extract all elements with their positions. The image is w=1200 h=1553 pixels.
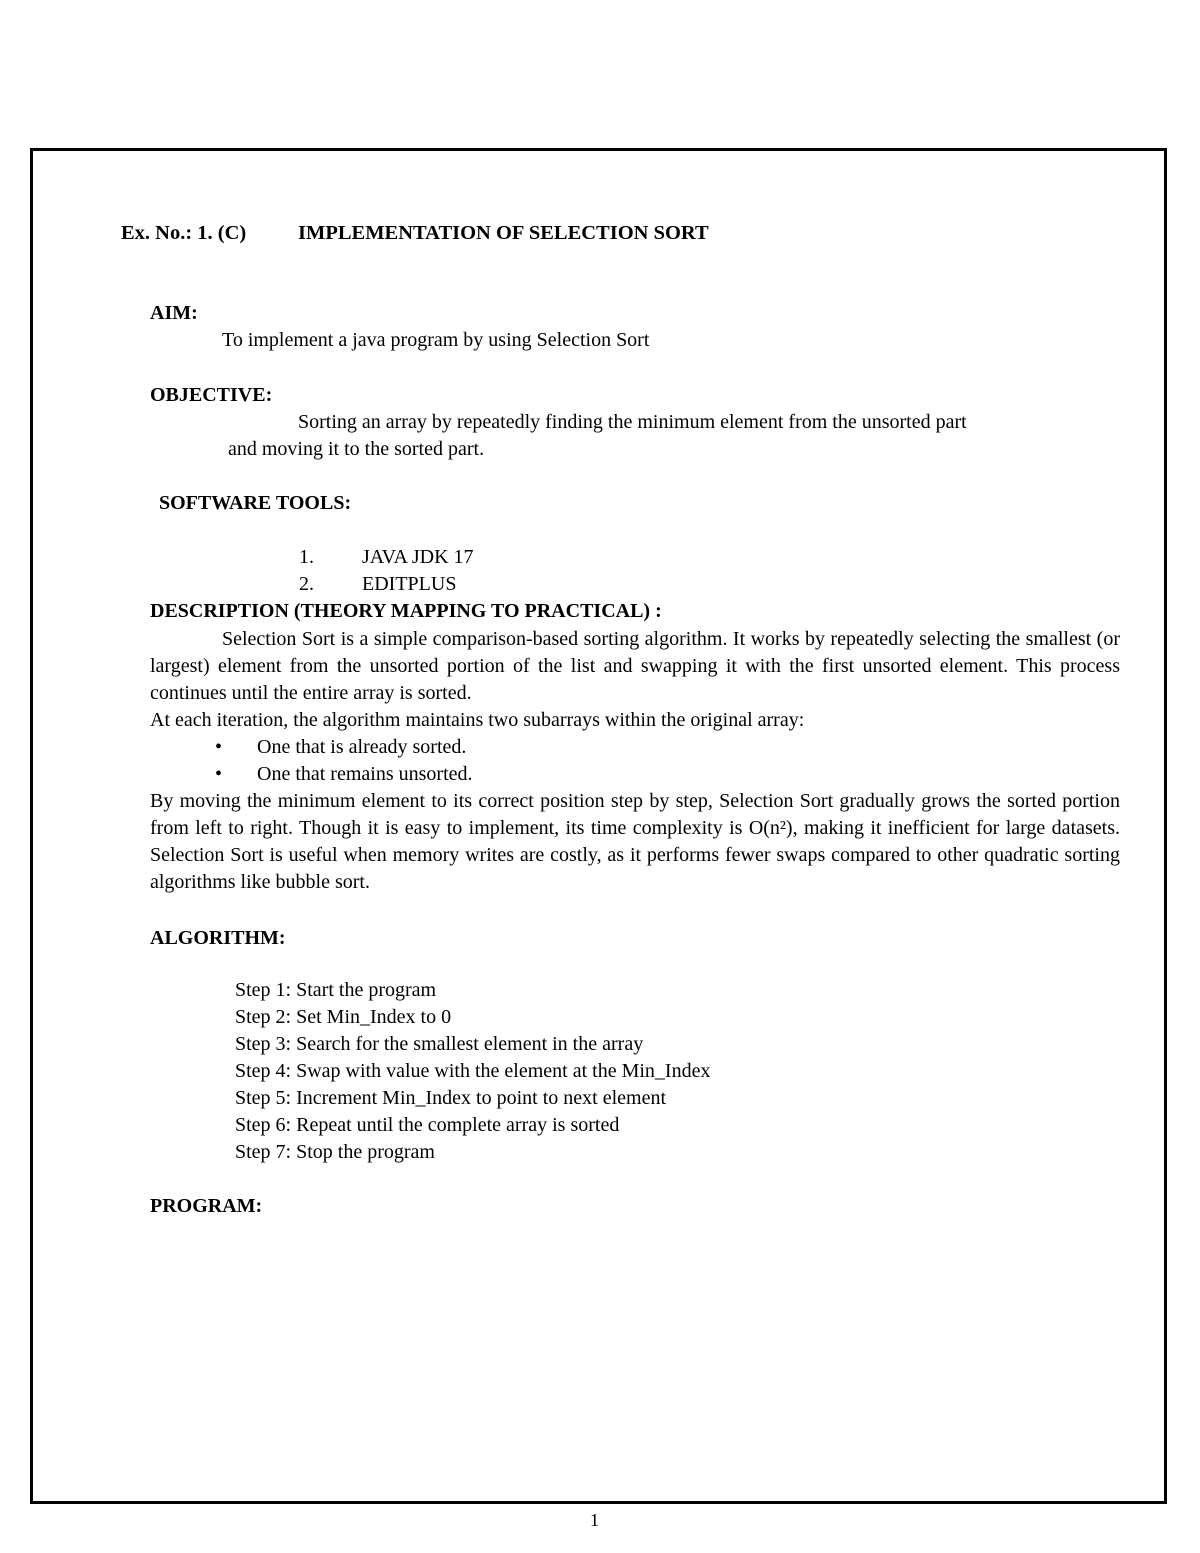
- exercise-heading: [121, 220, 709, 247]
- bullet-dot: •: [215, 736, 223, 758]
- algorithm-label: ALGORITHM:: [150, 927, 286, 949]
- algorithm-step: Step 2: Set Min_Index to 0: [235, 1006, 452, 1028]
- bullet-item: [215, 734, 466, 761]
- algorithm-step: Step 5: Increment Min_Index to point to next element: [235, 1087, 667, 1109]
- bullet-text: One that remains unsorted.: [257, 763, 473, 785]
- tool-name: JAVA JDK 17: [362, 546, 474, 568]
- algorithm-step: Step 6: Repeat until the complete array is sorted: [235, 1114, 620, 1136]
- description-paragraph-3: By moving the minimum element to its correct position step by step, Selection Sort gradually grows the sorted portion from left to right. Though it is easy to implement, its time complexity is O(n²), making it inefficient for large datasets. Selection Sort is useful when memory writes are costly, as it performs fewer swaps compared to other quadratic sorting algorithms like bubble sort.: [150, 790, 1120, 893]
- software-tools-label: SOFTWARE TOOLS:: [159, 492, 352, 514]
- objective-line-2: and moving it to the sorted part.: [228, 438, 485, 460]
- objective-label: OBJECTIVE:: [150, 384, 273, 406]
- page-number: 1: [590, 1510, 599, 1530]
- algorithm-step: Step 3: Search for the smallest element in the array: [235, 1033, 644, 1055]
- program-label: PROGRAM:: [150, 1195, 263, 1217]
- objective-line-1: Sorting an array by repeatedly finding the minimum element from the unsorted part: [298, 411, 967, 433]
- tool-number: 1.: [299, 546, 314, 568]
- algorithm-step: Step 4: Swap with value with the element at the Min_Index: [235, 1060, 711, 1082]
- bullet-item: [215, 761, 473, 788]
- description-paragraph-2: At each iteration, the algorithm maintains two subarrays within the original array:: [150, 709, 805, 731]
- tool-number: 2.: [299, 573, 314, 595]
- algorithm-step: Step 7: Stop the program: [235, 1141, 435, 1163]
- exercise-number: Ex. No.: 1. (C): [121, 222, 247, 244]
- tool-name: EDITPLUS: [362, 573, 457, 595]
- aim-label: AIM:: [150, 302, 198, 324]
- bullet-dot: •: [215, 763, 223, 785]
- description-paragraph-1: Selection Sort is a simple comparison-based sorting algorithm. It works by repeatedly selecting the smallest (or largest) element from the unsorted portion of the list and swapping it with the first unsorted element. This process continues until the entire array is sorted.: [150, 628, 1120, 704]
- description-label: DESCRIPTION (THEORY MAPPING TO PRACTICAL) :: [150, 600, 662, 622]
- bullet-text: One that is already sorted.: [257, 736, 467, 758]
- algorithm-step: Step 1: Start the program: [235, 979, 437, 1001]
- exercise-title: IMPLEMENTATION OF SELECTION SORT: [298, 222, 709, 244]
- aim-text: To implement a java program by using Selection Sort: [222, 329, 650, 351]
